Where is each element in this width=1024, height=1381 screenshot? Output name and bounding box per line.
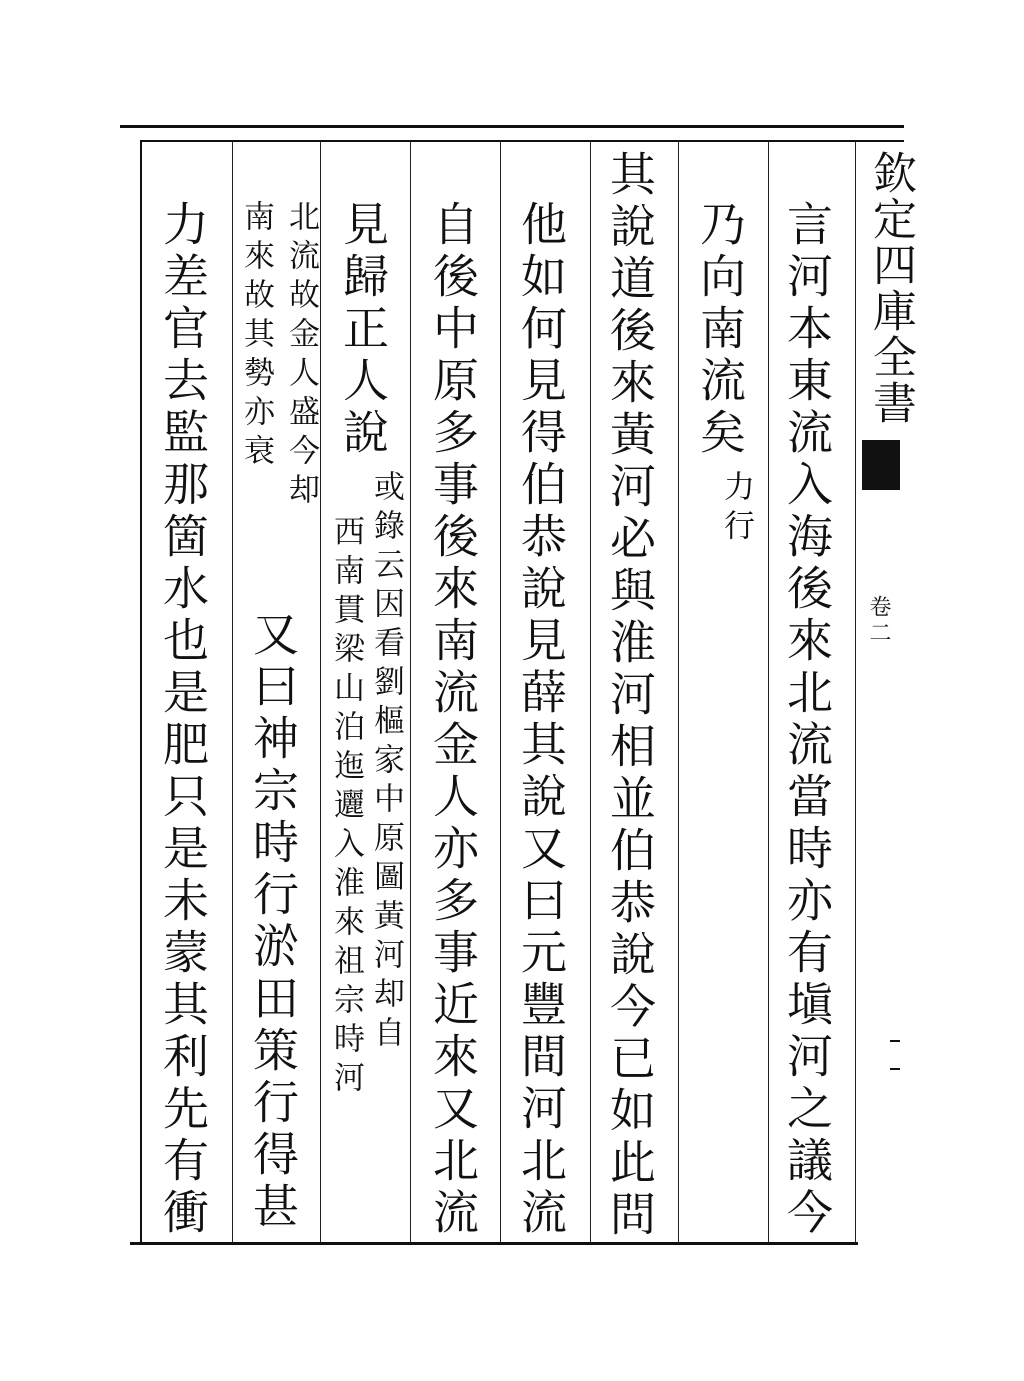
column-divider <box>320 142 321 1242</box>
page-number-mark <box>890 1040 900 1070</box>
column-divider <box>678 142 679 1242</box>
note-column-7a: 北流故金人盛今却 <box>283 200 319 512</box>
text-column-6: 見歸正人說 <box>336 200 390 460</box>
fish-tail-mark <box>862 440 900 490</box>
bottom-border-line <box>130 1242 858 1245</box>
column-divider <box>590 142 591 1242</box>
text-column-1: 言河本東流入海後來北流當時亦有塡河之議今 <box>780 200 834 1240</box>
text-column-7: 又曰神宗時行淤田策行得甚 <box>246 610 300 1234</box>
top-inner-border-line <box>140 140 904 142</box>
column-divider <box>768 142 769 1242</box>
note-column-6a: 或錄云因看劉樞家中原圖黃河却自 <box>368 470 404 1055</box>
text-column-2: 乃向南流矣 <box>693 200 747 460</box>
column-divider <box>855 142 856 1242</box>
note-column-6b: 西南貫梁山泊迤邐入淮來祖宗時河 <box>328 515 364 1100</box>
left-border-line <box>140 140 142 1243</box>
marginal-title: 欽定四庫全書 <box>865 150 916 426</box>
text-column-5: 自後中原多事後來南流金人亦多事近來又北流 <box>426 200 480 1240</box>
note-column-2: 力行 <box>718 470 754 548</box>
text-column-4: 他如何見得伯恭說見薛其說又曰元豐間河北流 <box>514 200 568 1240</box>
column-divider <box>410 142 411 1242</box>
top-border-line <box>120 125 904 128</box>
text-column-3: 其說道後來黃河必與淮河相並伯恭說今已如此問 <box>603 150 657 1242</box>
column-divider <box>500 142 501 1242</box>
text-column-8: 力差官去監那箇水也是肥只是未蒙其利先有衝 <box>156 200 210 1240</box>
juan-label: 卷二 <box>866 595 891 647</box>
column-divider <box>232 142 233 1242</box>
note-column-7b: 南來故其勢亦衰 <box>238 200 274 473</box>
